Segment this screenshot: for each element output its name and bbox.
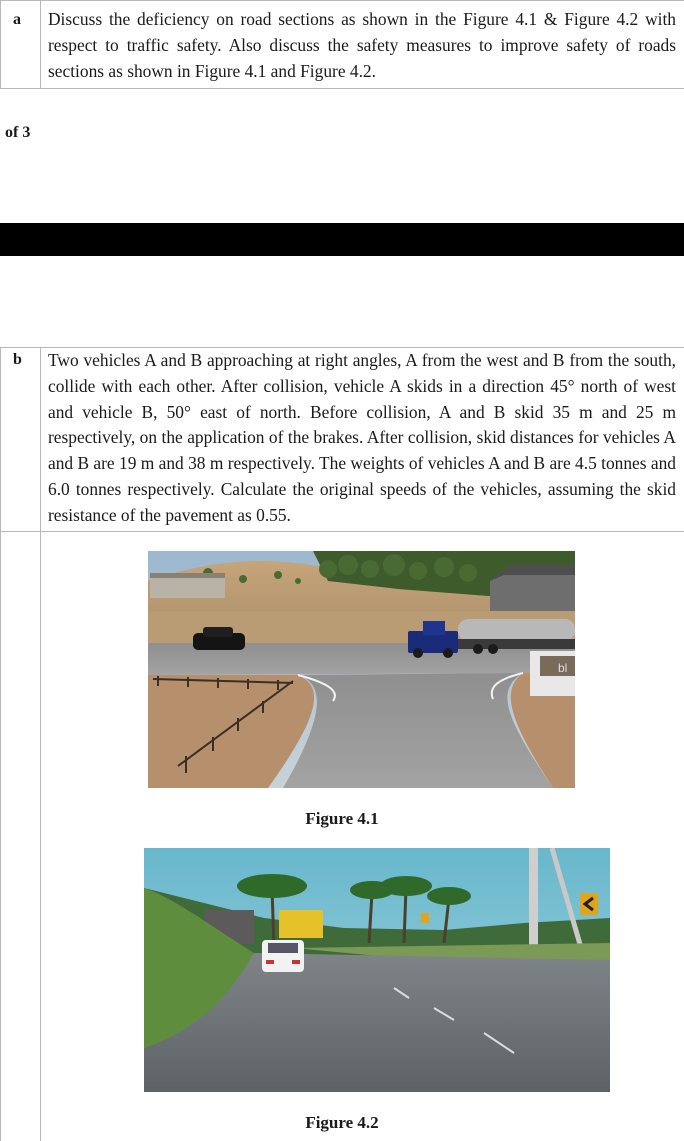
- figure-4-1-sign-text: bl: [558, 661, 568, 675]
- question-a-body: Discuss the deficiency on road sections as shown in the Figure 4.1 & Figure 4.2 with respect to traffic safety. Also discuss the safety measures to improve safety of roads sections as shown in Figure 4.1 and Figure 4.2.: [48, 9, 676, 81]
- question-text-b: [48, 348, 676, 529]
- question-label-a: a: [13, 11, 21, 28]
- table-column-divider: [40, 0, 41, 89]
- redaction-band: [0, 223, 684, 256]
- table-b-column-divider: [40, 347, 41, 1141]
- question-b-body: Two vehicles A and B approaching at right angles, A from the west and B from the south, collide with each other. After collision, vehicle A skids in a direction 45° north of west and vehicle B, 50° east of north. Before collision, A and B skid 35 m and 25 m respectively, on the application of the brakes. After collision, skid distances for vehicles A and B are 19 m and 38 m respectively. The weights of vehicles A and B are 4.5 tonnes and 6.0 tonnes respectively. Calculate the original speeds of the vehicles, assuming the skid resistance of the pavement as 0.55.: [48, 350, 676, 525]
- figure-4-2-caption: Figure 4.2: [305, 1113, 379, 1132]
- table-b-left-border: [0, 347, 1, 1141]
- table-b-row-border: [0, 531, 684, 532]
- figure-4-1-image: [148, 551, 575, 788]
- question-label-b: b: [13, 351, 22, 368]
- page-indicator: of 3: [5, 124, 31, 141]
- question-text-a: [48, 7, 676, 84]
- figure-4-2-image: [144, 848, 610, 1092]
- table-left-border: [0, 0, 1, 89]
- table-row-border: [0, 88, 684, 89]
- table-top-border: [0, 0, 684, 1]
- figure-4-1-caption: Figure 4.1: [305, 809, 379, 828]
